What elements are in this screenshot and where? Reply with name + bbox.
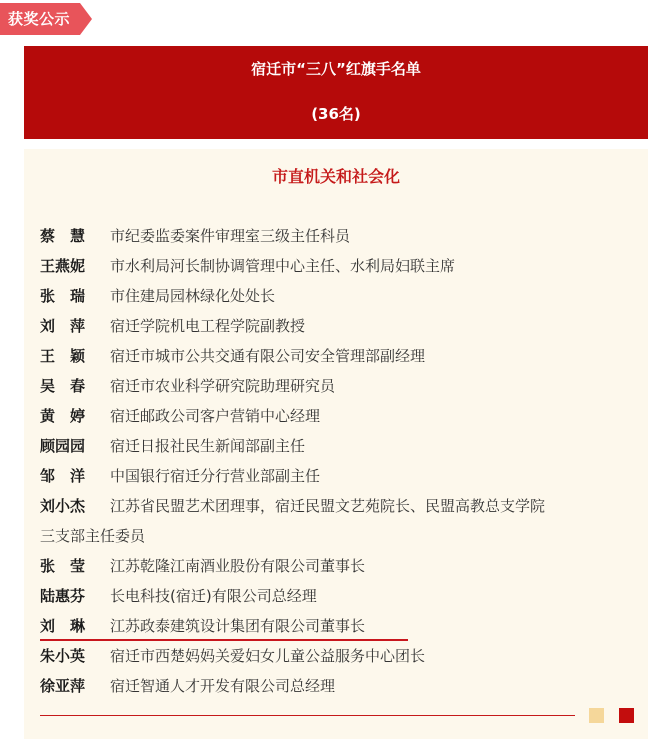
- honoree-name: 王燕妮: [40, 257, 86, 275]
- honoree-title: 长电科技(宿迁)有限公司总经理: [110, 587, 317, 605]
- list-item: [40, 311, 640, 341]
- list-item: [40, 341, 640, 371]
- list-item: [40, 671, 640, 701]
- list-item-highlighted: [40, 611, 640, 641]
- honoree-title: 宿迁市西楚妈妈关爱妇女儿童公益服务中心团长: [110, 647, 426, 665]
- honoree-title: 市水利局河长制协调管理中心主任、水利局妇联主席: [110, 257, 456, 275]
- honoree-title: 宿迁邮政公司客户营销中心经理: [110, 407, 321, 425]
- award-announcement-label: 获奖公示: [8, 10, 71, 28]
- list-item: [40, 431, 640, 461]
- honoree-name: 邹洋: [40, 467, 101, 485]
- list-item: [40, 251, 640, 281]
- honoree-name: 刘萍: [40, 317, 101, 335]
- honoree-name: 刘琳: [40, 617, 101, 635]
- list-item: [40, 221, 640, 251]
- list-item: [40, 641, 640, 671]
- honoree-name: 张莹: [40, 557, 101, 575]
- bottom-divider: [40, 715, 575, 716]
- content-panel: [24, 149, 648, 739]
- list-item: [40, 371, 640, 401]
- section-title: 市直机关和社会化: [271, 167, 400, 186]
- honoree-title: 宿迁学院机电工程学院副教授: [110, 317, 306, 335]
- title-banner: [24, 46, 648, 139]
- honoree-name: 蔡慧: [40, 227, 101, 245]
- honoree-line: [40, 491, 640, 521]
- list-item: [40, 401, 640, 431]
- honoree-title: 江苏乾隆江南酒业股份有限公司董事长: [110, 557, 366, 575]
- honoree-title: 宿迁日报社民生新闻部副主任: [110, 437, 306, 455]
- honoree-title-continued: 三支部主任委员: [40, 527, 146, 545]
- honoree-title: 江苏省民盟艺术团理事，宿迁民盟文艺苑院长、民盟高教总支学院: [110, 497, 546, 515]
- honoree-name: 徐亚萍: [40, 677, 86, 695]
- list-item: [40, 581, 640, 611]
- list-item: [40, 491, 640, 551]
- honoree-title: 中国银行宿迁分行营业部副主任: [110, 467, 321, 485]
- list-item: [40, 551, 640, 581]
- honoree-title: 宿迁市城市公共交通有限公司安全管理部副经理: [110, 347, 426, 365]
- decorative-square-light: [589, 708, 604, 723]
- honoree-name: 刘小杰: [40, 497, 86, 515]
- honoree-list: [40, 221, 640, 701]
- honoree-title: 宿迁市农业科学研究院助理研究员: [110, 377, 336, 395]
- honoree-title: 市纪委监委案件审理室三级主任科员: [110, 227, 351, 245]
- honoree-title: 市住建局园林绿化处处长: [110, 287, 276, 305]
- honoree-name: 黄婷: [40, 407, 101, 425]
- honoree-title: 江苏政泰建筑设计集团有限公司董事长: [110, 617, 366, 635]
- list-item: [40, 281, 640, 311]
- honoree-name: 王颖: [40, 347, 101, 365]
- banner-title: 宿迁市“三八”红旗手名单: [251, 60, 421, 78]
- list-item: [40, 461, 640, 491]
- honoree-title: 宿迁智通人才开发有限公司总经理: [110, 677, 336, 695]
- honoree-name: 陆惠芬: [40, 587, 86, 605]
- honoree-name: 张瑞: [40, 287, 101, 305]
- honoree-name: 顾园园: [40, 437, 86, 455]
- decorative-square-dark: [619, 708, 634, 723]
- honoree-name: 朱小英: [40, 647, 86, 665]
- honoree-name: 吴春: [40, 377, 101, 395]
- banner-count: (36名): [311, 105, 361, 123]
